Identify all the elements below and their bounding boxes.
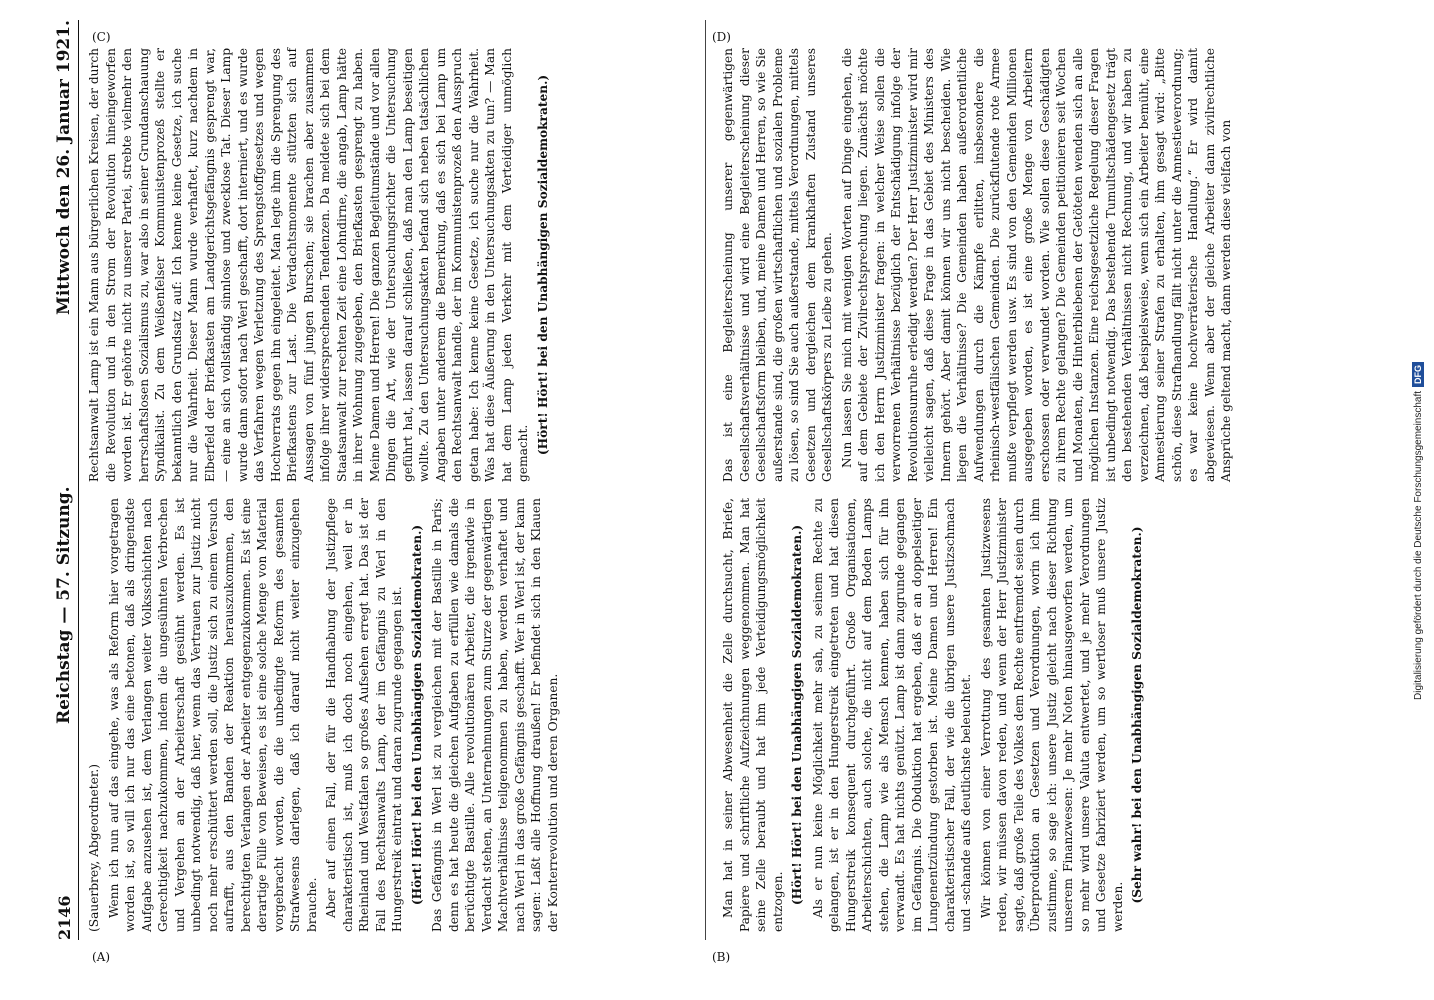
dfg-logo-icon: DFG — [1412, 362, 1424, 387]
margin-marker-c: (C) — [92, 30, 111, 44]
right-half — [720, 20, 1340, 940]
paragraph: Rechtsanwalt Lamp ist ein Mann aus bürgerlichen Kreisen, der durch die Revolution und in den Strom der Revolution hineingeworfen worden ist. Er gehörte nicht zu unserer Partei, strebte vielmehr den herrschaftslosen Sozialismus zu, war also in seiner Grundanschauung Syndikalist. Zu dem Weißenfelser Kommunistenprozeß stellte er bekanntlich den Grundsatz auf: Ich kenne keine Gesetze, ich suche nur die Wahrheit. Dieser Mann wurde verhaftet, kurz nachdem in Elberfeld der Briefkasten am Landgerichtsgefängnis gesprengt war, — eine an sich vollständig sinnlose und zwecklose Tat. Dieser Lamp wurde dann sofort nach Werl geschafft, dort interniert, und es wurde das Verfahren wegen Verletzung des Sprengstoffgesetzes und wegen Hochverrats gegen ihn eingeleitet. Man legte ihm die Sprengung des Briefkastens zur Last. Die Verdachtsmomente stützten sich auf Aussagen von fünf jungen Burschen; sie brachen aber zusammen infolge ihrer widersprechenden Tendenzen. Da meldete sich bei dem Staatsanwalt zur rechten Zeit eine Lohndirne, die angab, Lamp hätte in ihrer Wohnung zugegeben, den Briefkasten gesprengt zu haben. Meine Damen und Herren! Die ganzen Begleitumstände und vor allen Dingen die Art, wie der Untersuchungsrichter die Untersuchung geführt hat, lassen darauf schließen, daß man den Lamp beseitigen wollte. Zu den Untersuchungsakten befand sich neben tatsächlichen Angaben unter anderem die Bemerkung, daß es sich bei Lamp um den Rechtsanwalt handle, der im Kommunistenprozeß den Ausspruch getan habe: Ich kenne keine Gesetze, ich suche nur die Wahrheit. Was hat diese Äußerung in den Untersuchungsakten zu tun? — Man hat dem Lamp jeden Verkehr mit dem Verteidiger unmöglich gemacht. — [87, 48, 530, 482]
paragraph: Wenn ich nun auf das eingehe, was als Reform hier vorgetragen worden ist, so will ich nur das eine betonen, daß als dringendste Aufgabe anzusehen ist, dem Verlangen weiter Volksschichten nach Gerechtigkeit nachzukommen, indem die ungesühnten Verbrechen und Vergehen an der Arbeiterschaft gesühnt werden. Es ist unbedingt notwendig, daß hier, wenn das Vertrauen zur Justiz nicht noch mehr erschüttert werden soll, die Justiz sich zu einem Versuch aufrafft, aus den Banden der Reaktion herauszukommen, den berechtigten Verlangen der Arbeiter entgegenzukommen. Es ist eine derartige Fülle von Beweisen, es ist eine solche Menge von Material vorgebracht worden, die die unbedingte Reform des gesamten Strafwesens darlegen, daß ich darauf nicht weiter einzugehen brauche. — [106, 498, 319, 932]
page-divider — [705, 20, 706, 940]
left-half — [86, 20, 706, 940]
interjection: (Hört! Hört! bei den Unabhängigen Sozialdemokraten.) — [409, 524, 424, 906]
speaker-line: (Sauerbrey, Abgeordneter.) — [87, 764, 101, 932]
margin-marker-b: (B) — [712, 950, 731, 964]
interjection: (Hört! Hört! bei den Unabhängigen Sozialdemokraten.) — [535, 74, 550, 456]
paragraph: Als er nun keine Möglichkeit mehr sah, zu seinem Rechte zu gelangen, ist er in den Hungerstreik eingetreten und hat diesen Hungerstreik konsequent durchgeführt. Große Organisationen, Arbeiterschichten, auch solche, die nicht auf dem Boden Lamps stehen, die Lamp wie als Mensch kennen, haben sich für ihn verwandt. Es hat nichts genützt. Lamp ist dann zugrunde gegangen im Gefängnis. Die Obduktion hat ergeben, daß er an doppelseitiger Lungenentzündung gestorben ist. Meine Damen und Herren! Ein charakteristischer Fall, der wie die übrigen unsere Justizschmach und -schande aufs deutlichste beleuchtet. — [810, 498, 973, 932]
column-1 — [86, 490, 706, 940]
rotated-page — [50, 20, 1400, 940]
paragraph: Wir können von einer Verrottung des gesamten Justizwesens reden, wir müssen davon reden, und wenn der Herr Justizminister sagte, daß große Teile des Volkes dem Rechte entfremdet seien durch Überproduktion an Gesetzen und Verordnungen, worin ich ihm zustimme, so sage ich: unsere Justiz gleicht nach dieser Richtung unserem Finanzwesen: Je mehr Noten hinausgeworfen werden, um so mehr wird unsere Valuta entwertet, und je mehr Verordnungen und Gesetze fabriziert werden, um so wertloser muß unsere Justiz werden. — [978, 498, 1125, 932]
margin-marker-a: (A) — [92, 950, 111, 964]
column-2 — [86, 40, 706, 490]
column-4 — [720, 40, 1340, 490]
credit-text: Digitalisierung gefördert durch die Deutsche Forschungsgemeinschaft — [1412, 390, 1424, 700]
paragraph: Man hat in seiner Abwesenheit die Zelle durchsucht, Briefe, Papiere und schriftliche Aufzeichnungen weggenommen. Man hat seine Zelle beraubt und hat ihm jede Verteidigungsmöglichkeit entzogen. — [721, 498, 785, 932]
column-3 — [720, 490, 1340, 940]
page-header — [50, 20, 79, 940]
page-number: 2146 — [54, 895, 74, 940]
page-title: Reichstag — 57. Sitzung. — [54, 486, 74, 724]
paragraph: Aber auf einen Fall, der für die Handhabung der Justizpflege charakteristisch ist, muß ich doch noch eingehen, weil er in Rheinland und Westfalen so großes Aufsehen erregt hat. Das ist der Fall des Rechtsanwalts Lamp, der im Gefängnis zu Werl in den Hungerstreik eintrat und daran zugrunde gegangen ist. — [324, 498, 404, 932]
paragraph: Das Gefängnis in Werl ist zu vergleichen mit der Bastille in Paris; denn es hat heute die gleichen Aufgaben zu erfüllen wie damals die berüchtigte Bastille. Alle revolutionären Arbeiter, die irgendwie in Verdacht stehen, an Unternehmungen zum Sturze der gegenwärtigen Machtverhältnisse teilgenommen zu haben, werden verhaftet und nach Werl in das große Gefängnis geschafft. Wer in Werl ist, der kann sagen: Laßt alle Hoffnung draußen! Er befindet sich in den Klauen der Konterrevolution und deren Organen. — [430, 498, 560, 932]
interjection: (Sehr wahr! bei den Unabhängigen Sozialdemokraten.) — [1130, 526, 1144, 904]
session-date: Mittwoch den 26. Januar 1921. — [54, 20, 74, 315]
interjection: (Hört! Hört! bei den Unabhängigen Sozialdemokraten.) — [790, 524, 804, 906]
digitization-credit — [1410, 0, 1430, 1000]
paragraph: Das ist eine Begleiterscheinung unserer gegenwärtigen Gesellschaftsverhältnisse und wird eine Begleiterscheinung dieser Gesellschaftsform bleiben, und, meine Damen und Herren, so wie Sie außerstande sind, die großen wirtschaftlichen und sozialen Probleme zu lösen, so sind Sie auch außerstande, mittels Verordnungen, mittels Gesetzen und dergleichen dem krankhaften Zustand unseres Gesellschaftskörpers zu Leibe zu gehen. — [721, 48, 834, 482]
paragraph: Nun lassen Sie mich mit wenigen Worten auf Dinge eingehen, die auf dem Gebiete der Zivilrechtsprechung liegen. Zunächst möchte ich den Herrn Justizminister fragen: in welcher Weise sollen die verworrenen Verhältnisse bezüglich der Entschädigung infolge der Revolutionsunruhe erledigt werden? Der Herr Justizminister wird mir vielleicht sagen, daß diese Frage in das Gebiet des Ministers des Innern gehört. Aber damit können wir uns nicht bescheiden. Wie liegen die Verhältnisse? Die Gemeinden haben außerordentliche Aufwendungen durch die Kämpfe erlitten, insbesondere die rheinisch-westfälischen Gemeinden. Die zurückflutende rote Armee mußte verpflegt werden usw. Es sind von den Gemeinden Millionen ausgegeben worden, es ist eine große Menge von Arbeitern erschossen oder verwundet worden. Wie sollen diese Geschädigten zu ihrem Rechte gelangen? Die Gemeinden petitionieren seit Wochen und Monaten, die Hinterbliebenen der Getöteten wenden sich an alle möglichen Instanzen. Eine reichsgesetzliche Regelung dieser Fragen ist unbedingt notwendig. Das bestehende Tumultschädengesetz trägt den bestehenden Verhältnissen nicht Rechnung, und wir haben zu verzeichnen, daß beispielsweise, wenn sich ein Arbeiter bemüht, eine Amnestierung seiner Strafen zu erhalten, ihm gesagt wird: „Bitte schön, diese Strafhandlung fällt nicht unter die Amnestieverordnung; es war keine hochverräterische Handlung.“ Er wird damit abgewiesen. Wenn aber der gleiche Arbeiter dann zivilrechtliche Ansprüche geltend macht, dann werden diese vielfach von — [839, 48, 1233, 482]
margin-marker-d: (D) — [712, 30, 731, 44]
